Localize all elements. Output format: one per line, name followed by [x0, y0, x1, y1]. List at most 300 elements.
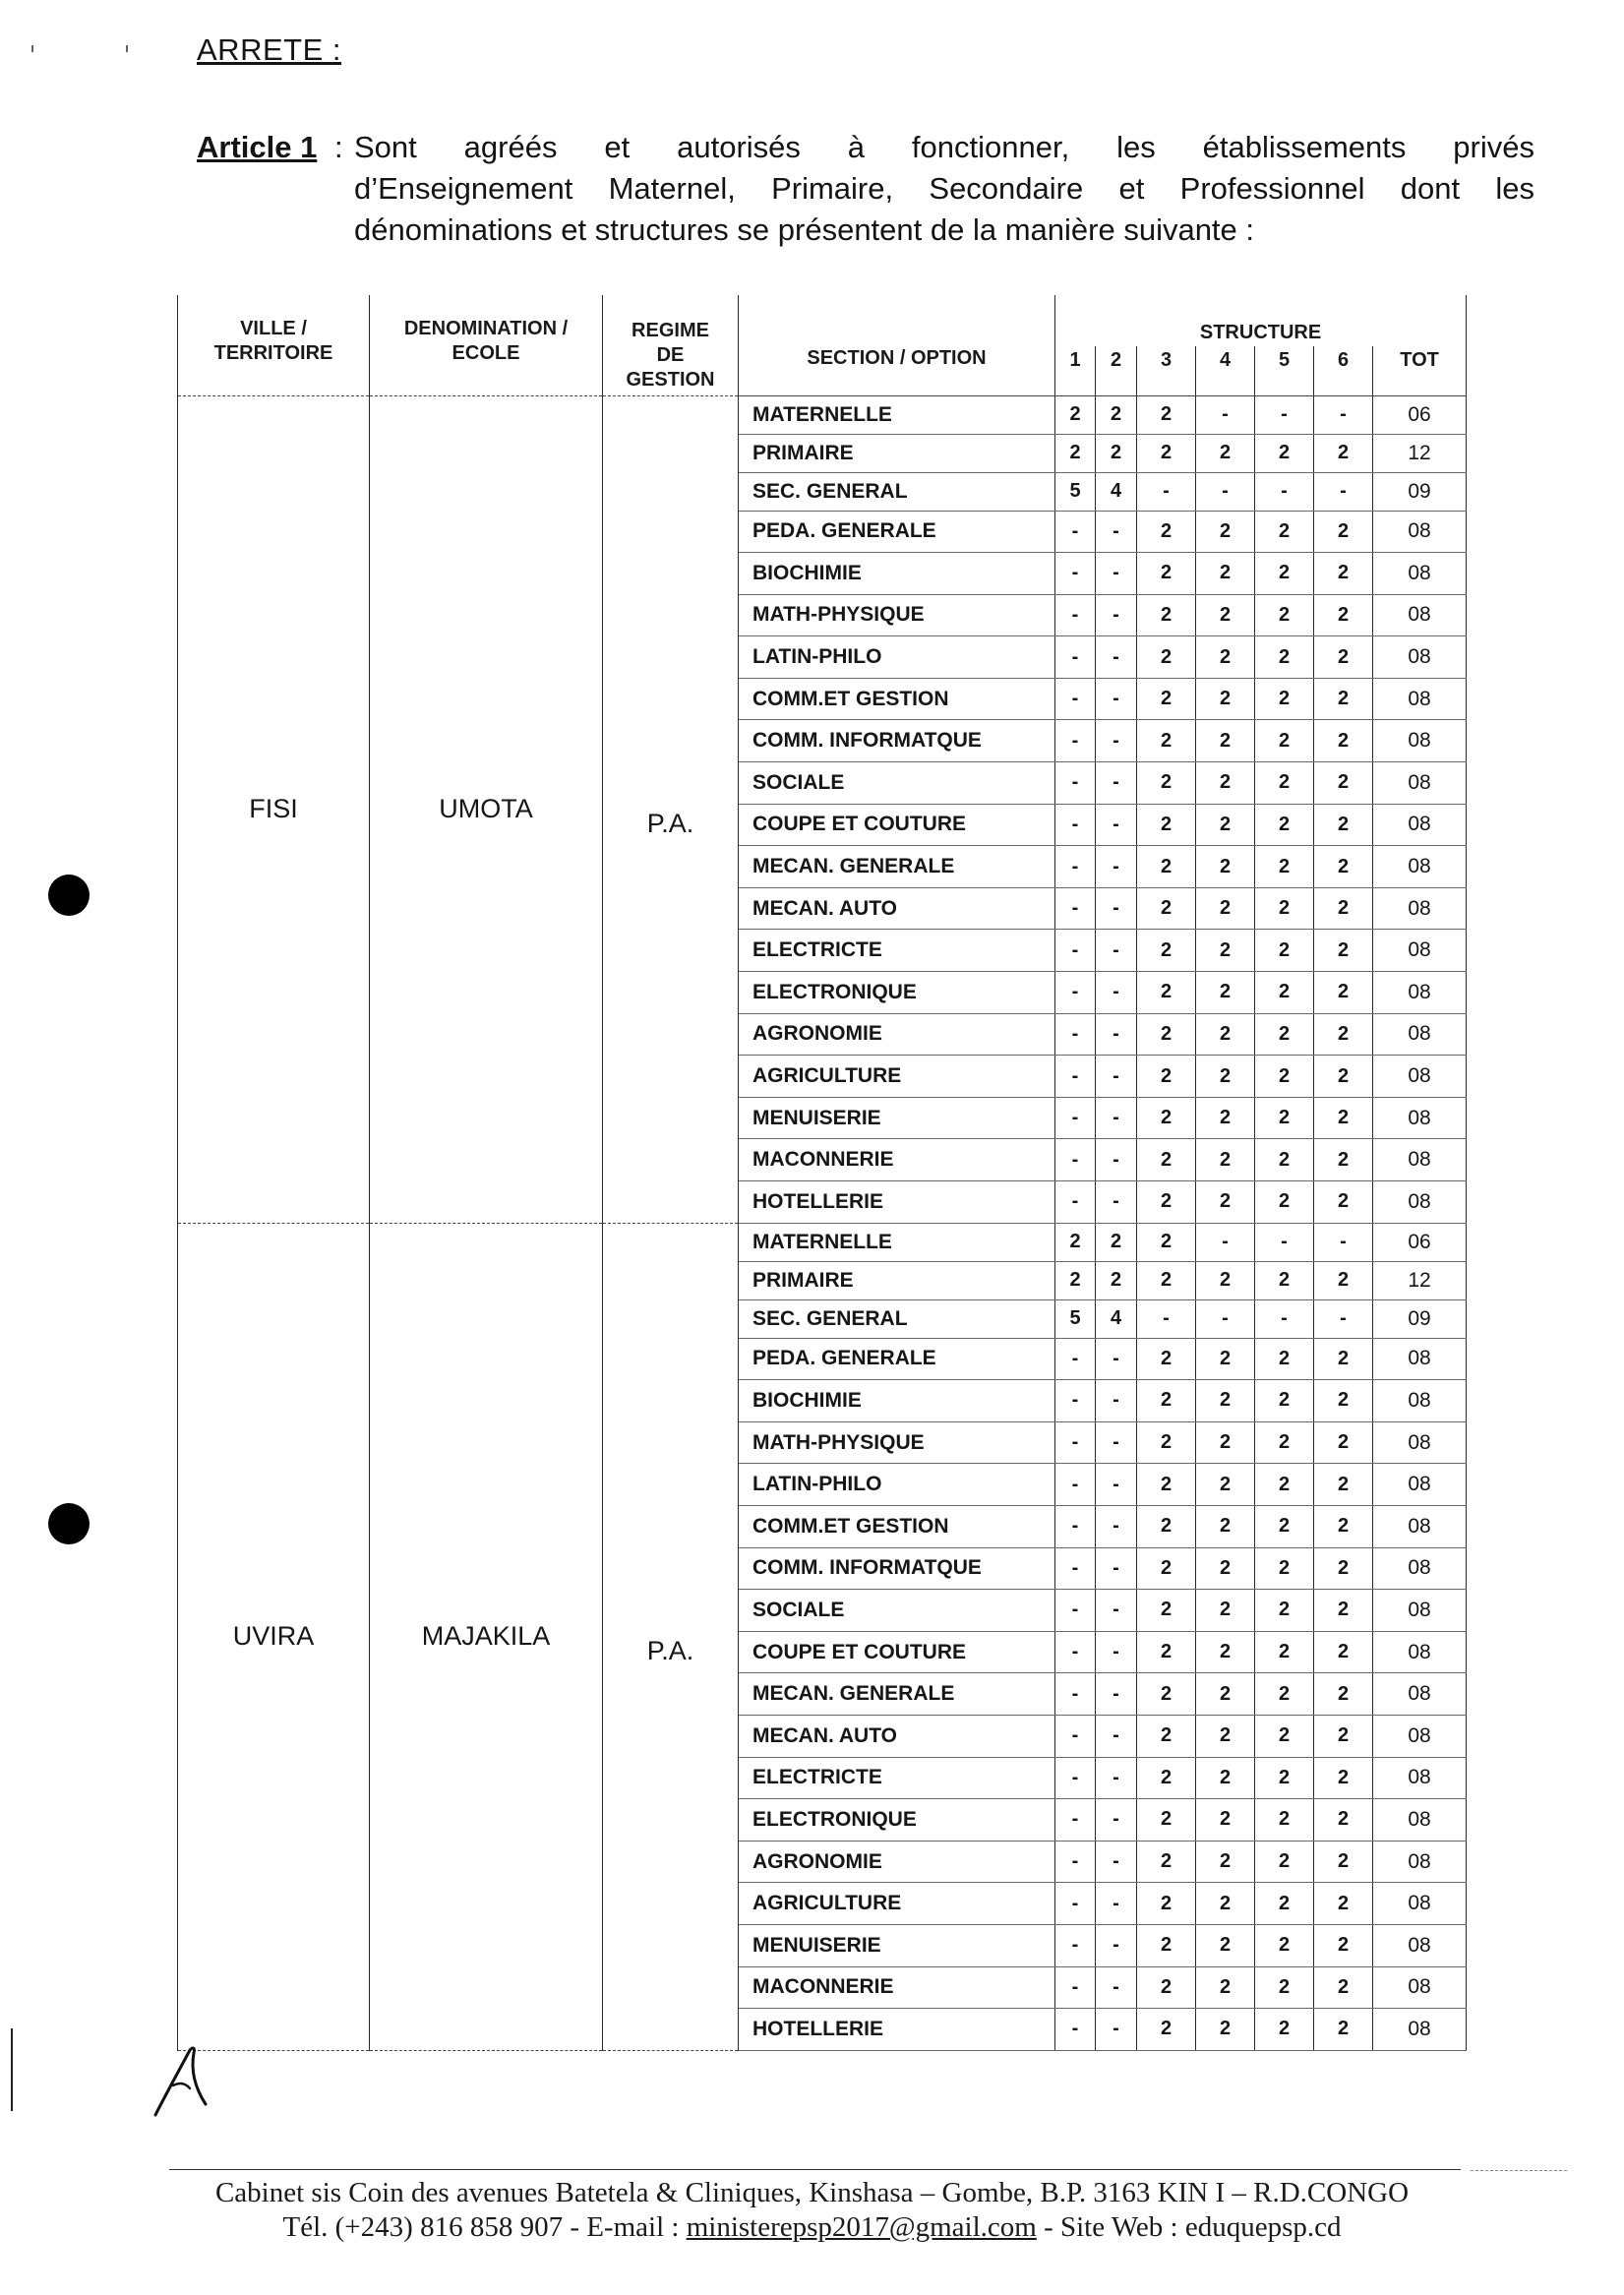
regime-cell: P.A. — [603, 1223, 739, 2050]
structure-level-2-cell: - — [1096, 1883, 1137, 1925]
structure-level-5-cell: 2 — [1255, 1715, 1314, 1757]
total-cell: 08 — [1373, 2009, 1467, 2051]
section-option-cell: BIOCHIMIE — [739, 1380, 1055, 1422]
structure-level-1-cell: - — [1055, 1631, 1096, 1673]
structure-level-4-cell: 2 — [1196, 636, 1255, 679]
footer-contact — [0, 2210, 1624, 2245]
header-level-5: 5 — [1255, 346, 1314, 395]
total-cell: 09 — [1373, 472, 1467, 511]
structure-level-5-cell: - — [1255, 395, 1314, 434]
structure-level-3-cell: - — [1137, 1299, 1196, 1338]
section-option-cell: COMM. INFORMATQUE — [739, 720, 1055, 762]
structure-level-1-cell: - — [1055, 1380, 1096, 1422]
header-level-2: 2 — [1096, 346, 1137, 395]
total-cell: 08 — [1373, 1966, 1467, 2009]
structure-level-3-cell: 2 — [1137, 1883, 1196, 1925]
structure-level-2-cell: - — [1096, 1505, 1137, 1547]
structure-level-6-cell: 2 — [1314, 762, 1373, 805]
structure-level-1-cell: - — [1055, 1505, 1096, 1547]
structure-level-5-cell: 2 — [1255, 1380, 1314, 1422]
structure-level-6-cell: 2 — [1314, 1966, 1373, 2009]
structure-level-3-cell: 2 — [1137, 1966, 1196, 2009]
structure-level-1-cell: - — [1055, 1181, 1096, 1224]
total-cell: 08 — [1373, 678, 1467, 720]
section-option-cell: COUPE ET COUTURE — [739, 804, 1055, 846]
structure-level-4-cell: 2 — [1196, 1380, 1255, 1422]
structure-level-6-cell: 2 — [1314, 887, 1373, 930]
structure-level-1-cell: - — [1055, 1464, 1096, 1506]
structure-level-6-cell: 2 — [1314, 1841, 1373, 1883]
header-section-option: SECTION / OPTION — [739, 295, 1055, 395]
structure-level-6-cell: - — [1314, 1299, 1373, 1338]
total-cell: 08 — [1373, 720, 1467, 762]
structure-level-3-cell: 2 — [1137, 434, 1196, 472]
structure-level-3-cell: 2 — [1137, 1097, 1196, 1139]
section-option-cell: PEDA. GENERALE — [739, 1338, 1055, 1380]
structure-level-4-cell: 2 — [1196, 1056, 1255, 1098]
header-level-6: 6 — [1314, 346, 1373, 395]
structure-level-1-cell: - — [1055, 1547, 1096, 1590]
structure-level-4-cell: 2 — [1196, 553, 1255, 595]
section-option-cell: COMM.ET GESTION — [739, 678, 1055, 720]
structure-level-6-cell: 2 — [1314, 1464, 1373, 1506]
article-line: Sont agréés et autorisés à fonctionner, les établissements privés — [354, 130, 1534, 164]
structure-level-6-cell: - — [1314, 472, 1373, 511]
structure-level-4-cell: 2 — [1196, 1547, 1255, 1590]
structure-level-4-cell: - — [1196, 472, 1255, 511]
regime-cell: P.A. — [603, 395, 739, 1223]
structure-level-1-cell: - — [1055, 1966, 1096, 2009]
structure-level-5-cell: 2 — [1255, 1505, 1314, 1547]
structure-level-6-cell: - — [1314, 395, 1373, 434]
structure-level-1-cell: - — [1055, 553, 1096, 595]
structure-level-1-cell: - — [1055, 930, 1096, 972]
article-line: dénominations et structures se présentent de la manière suivante : — [354, 212, 1255, 247]
structure-level-5-cell: 2 — [1255, 887, 1314, 930]
structure-level-5-cell: 2 — [1255, 678, 1314, 720]
structure-level-3-cell: 2 — [1137, 1631, 1196, 1673]
section-option-cell: LATIN-PHILO — [739, 1464, 1055, 1506]
section-option-cell: MATH-PHYSIQUE — [739, 1421, 1055, 1464]
article-line: d’Enseignement Maternel, Primaire, Secondaire et Professionnel dont les — [354, 171, 1534, 206]
structure-level-4-cell: 2 — [1196, 1673, 1255, 1716]
structure-level-2-cell: 2 — [1096, 434, 1137, 472]
structure-level-6-cell: 2 — [1314, 1505, 1373, 1547]
total-cell: 08 — [1373, 1841, 1467, 1883]
section-option-cell: MENUISERIE — [739, 1924, 1055, 1966]
total-cell: 12 — [1373, 434, 1467, 472]
total-cell: 08 — [1373, 1883, 1467, 1925]
structure-level-2-cell: - — [1096, 1590, 1137, 1632]
structure-level-4-cell: 2 — [1196, 1097, 1255, 1139]
structure-level-2-cell: - — [1096, 1799, 1137, 1842]
structure-level-5-cell: 2 — [1255, 846, 1314, 888]
structure-level-1-cell: - — [1055, 1056, 1096, 1098]
structure-level-2-cell: - — [1096, 1715, 1137, 1757]
structure-level-5-cell: 2 — [1255, 553, 1314, 595]
section-option-cell: SEC. GENERAL — [739, 1299, 1055, 1338]
structure-level-4-cell: 2 — [1196, 1590, 1255, 1632]
structure-level-2-cell: - — [1096, 762, 1137, 805]
structure-level-2-cell: - — [1096, 1380, 1137, 1422]
section-option-cell: SOCIALE — [739, 762, 1055, 805]
decree-heading: ARRETE : — [197, 32, 341, 67]
structure-level-4-cell: 2 — [1196, 511, 1255, 553]
structure-level-2-cell: - — [1096, 511, 1137, 553]
structure-level-3-cell: 2 — [1137, 1139, 1196, 1181]
total-cell: 08 — [1373, 930, 1467, 972]
structure-level-1-cell: - — [1055, 594, 1096, 636]
scan-edge-line — [11, 2028, 13, 2111]
school-name-cell: UMOTA — [370, 395, 603, 1223]
structure-level-4-cell: 2 — [1196, 1181, 1255, 1224]
structure-level-6-cell: 2 — [1314, 678, 1373, 720]
structure-level-3-cell: 2 — [1137, 1924, 1196, 1966]
structure-level-5-cell: 2 — [1255, 930, 1314, 972]
structure-level-1-cell: - — [1055, 887, 1096, 930]
table-row — [178, 1223, 1467, 1261]
structure-level-5-cell: 2 — [1255, 972, 1314, 1014]
total-cell: 08 — [1373, 553, 1467, 595]
structure-level-5-cell: 2 — [1255, 1464, 1314, 1506]
structure-level-1-cell: 2 — [1055, 434, 1096, 472]
total-cell: 08 — [1373, 762, 1467, 805]
structure-level-4-cell: - — [1196, 1223, 1255, 1261]
structure-level-3-cell: 2 — [1137, 511, 1196, 553]
structure-level-1-cell: 2 — [1055, 1261, 1096, 1299]
structure-table — [177, 295, 1467, 2051]
section-option-cell: HOTELLERIE — [739, 1181, 1055, 1224]
structure-level-4-cell: 2 — [1196, 1261, 1255, 1299]
structure-level-6-cell: 2 — [1314, 2009, 1373, 2051]
scan-tick-mark — [126, 45, 128, 52]
structure-level-4-cell: 2 — [1196, 434, 1255, 472]
structure-level-6-cell: 2 — [1314, 1883, 1373, 1925]
total-cell: 08 — [1373, 804, 1467, 846]
structure-level-4-cell: - — [1196, 1299, 1255, 1338]
header-ville: VILLE / TERRITOIRE — [178, 295, 370, 395]
total-cell: 08 — [1373, 1799, 1467, 1842]
structure-level-5-cell: 2 — [1255, 1097, 1314, 1139]
section-option-cell: AGRICULTURE — [739, 1056, 1055, 1098]
structure-level-2-cell: - — [1096, 846, 1137, 888]
structure-level-6-cell: 2 — [1314, 846, 1373, 888]
structure-level-4-cell: 2 — [1196, 1631, 1255, 1673]
structure-level-3-cell: 2 — [1137, 1181, 1196, 1224]
structure-level-4-cell: 2 — [1196, 1883, 1255, 1925]
structure-level-6-cell: 2 — [1314, 636, 1373, 679]
structure-level-1-cell: - — [1055, 762, 1096, 805]
structure-level-2-cell: 2 — [1096, 395, 1137, 434]
structure-level-6-cell: 2 — [1314, 1799, 1373, 1842]
header-structure: STRUCTURE — [1055, 295, 1467, 346]
structure-level-3-cell: 2 — [1137, 395, 1196, 434]
structure-level-2-cell: - — [1096, 1464, 1137, 1506]
structure-level-1-cell: - — [1055, 1924, 1096, 1966]
structure-level-6-cell: 2 — [1314, 720, 1373, 762]
article-text — [354, 127, 1534, 251]
school-block — [178, 1223, 1467, 2050]
section-option-cell: MACONNERIE — [739, 1966, 1055, 2009]
structure-level-1-cell: - — [1055, 1757, 1096, 1799]
structure-level-1-cell: - — [1055, 1883, 1096, 1925]
structure-level-1-cell: - — [1055, 804, 1096, 846]
structure-level-2-cell: - — [1096, 1966, 1137, 2009]
section-option-cell: HOTELLERIE — [739, 2009, 1055, 2051]
section-option-cell: MATERNELLE — [739, 395, 1055, 434]
structure-level-6-cell: 2 — [1314, 1924, 1373, 1966]
header-level-1: 1 — [1055, 346, 1096, 395]
structure-level-1-cell: - — [1055, 1139, 1096, 1181]
table-row — [178, 395, 1467, 434]
structure-level-3-cell: 2 — [1137, 1590, 1196, 1632]
structure-level-6-cell: 2 — [1314, 1261, 1373, 1299]
total-cell: 08 — [1373, 1924, 1467, 1966]
structure-level-3-cell: - — [1137, 472, 1196, 511]
structure-level-6-cell: 2 — [1314, 1380, 1373, 1422]
structure-level-4-cell: 2 — [1196, 1966, 1255, 2009]
structure-level-3-cell: 2 — [1137, 972, 1196, 1014]
structure-level-5-cell: 2 — [1255, 1673, 1314, 1716]
header-level-3: 3 — [1137, 346, 1196, 395]
structure-level-1-cell: - — [1055, 1799, 1096, 1842]
structure-level-4-cell: 2 — [1196, 1715, 1255, 1757]
structure-level-5-cell: - — [1255, 472, 1314, 511]
structure-level-2-cell: 2 — [1096, 1261, 1137, 1299]
structure-level-4-cell: 2 — [1196, 1421, 1255, 1464]
structure-level-5-cell: 2 — [1255, 720, 1314, 762]
structure-level-5-cell: 2 — [1255, 1841, 1314, 1883]
total-cell: 08 — [1373, 1139, 1467, 1181]
structure-level-3-cell: 2 — [1137, 930, 1196, 972]
structure-level-1-cell: - — [1055, 972, 1096, 1014]
header-regime: REGIME DE GESTION — [603, 295, 739, 395]
section-option-cell: MECAN. GENERALE — [739, 1673, 1055, 1716]
structure-level-2-cell: - — [1096, 930, 1137, 972]
structure-level-3-cell: 2 — [1137, 553, 1196, 595]
structure-level-4-cell: 2 — [1196, 972, 1255, 1014]
structure-level-3-cell: 2 — [1137, 1380, 1196, 1422]
structure-level-1-cell: - — [1055, 1841, 1096, 1883]
structure-level-5-cell: - — [1255, 1299, 1314, 1338]
structure-level-4-cell: 2 — [1196, 1139, 1255, 1181]
structure-level-3-cell: 2 — [1137, 1338, 1196, 1380]
section-option-cell: PRIMAIRE — [739, 1261, 1055, 1299]
structure-level-3-cell: 2 — [1137, 1673, 1196, 1716]
structure-level-5-cell: 2 — [1255, 1421, 1314, 1464]
total-cell: 08 — [1373, 1715, 1467, 1757]
total-cell: 08 — [1373, 1421, 1467, 1464]
structure-level-5-cell: 2 — [1255, 804, 1314, 846]
section-option-cell: SOCIALE — [739, 1590, 1055, 1632]
structure-level-5-cell: 2 — [1255, 1013, 1314, 1056]
total-cell: 08 — [1373, 972, 1467, 1014]
header-level-4: 4 — [1196, 346, 1255, 395]
structure-level-4-cell: 2 — [1196, 1464, 1255, 1506]
section-option-cell: AGRICULTURE — [739, 1883, 1055, 1925]
structure-level-1-cell: 5 — [1055, 472, 1096, 511]
structure-level-5-cell: 2 — [1255, 1056, 1314, 1098]
structure-level-1-cell: - — [1055, 1715, 1096, 1757]
section-option-cell: ELECTRONIQUE — [739, 1799, 1055, 1842]
structure-level-4-cell: 2 — [1196, 720, 1255, 762]
structure-level-4-cell: 2 — [1196, 1757, 1255, 1799]
total-cell: 08 — [1373, 887, 1467, 930]
footer-contact-suffix: - Site Web : eduquepsp.cd — [1036, 2211, 1342, 2243]
structure-level-6-cell: 2 — [1314, 1673, 1373, 1716]
structure-level-4-cell: 2 — [1196, 846, 1255, 888]
structure-level-4-cell: - — [1196, 395, 1255, 434]
section-option-cell: MATERNELLE — [739, 1223, 1055, 1261]
structure-level-6-cell: 2 — [1314, 1181, 1373, 1224]
structure-level-4-cell: 2 — [1196, 2009, 1255, 2051]
structure-level-2-cell: 2 — [1096, 1223, 1137, 1261]
structure-level-6-cell: 2 — [1314, 1139, 1373, 1181]
structure-level-5-cell: - — [1255, 1223, 1314, 1261]
structure-level-2-cell: - — [1096, 1181, 1137, 1224]
structure-level-5-cell: 2 — [1255, 1799, 1314, 1842]
structure-level-3-cell: 2 — [1137, 1464, 1196, 1506]
city-cell: FISI — [178, 395, 370, 1223]
structure-level-6-cell: 2 — [1314, 930, 1373, 972]
structure-level-4-cell: 2 — [1196, 804, 1255, 846]
total-cell: 08 — [1373, 1013, 1467, 1056]
structure-level-6-cell: 2 — [1314, 1056, 1373, 1098]
structure-level-6-cell: 2 — [1314, 1590, 1373, 1632]
structure-level-1-cell: - — [1055, 511, 1096, 553]
structure-level-5-cell: 2 — [1255, 1883, 1314, 1925]
structure-level-3-cell: 2 — [1137, 1799, 1196, 1842]
article-separator: : — [334, 130, 343, 164]
structure-level-3-cell: 2 — [1137, 1013, 1196, 1056]
structure-level-2-cell: - — [1096, 1056, 1137, 1098]
structure-level-3-cell: 2 — [1137, 594, 1196, 636]
section-option-cell: MECAN. AUTO — [739, 887, 1055, 930]
total-cell: 08 — [1373, 1547, 1467, 1590]
total-cell: 08 — [1373, 1673, 1467, 1716]
structure-level-3-cell: 2 — [1137, 1505, 1196, 1547]
total-cell: 08 — [1373, 846, 1467, 888]
structure-level-3-cell: 2 — [1137, 1715, 1196, 1757]
total-cell: 08 — [1373, 636, 1467, 679]
structure-level-5-cell: 2 — [1255, 1547, 1314, 1590]
structure-level-3-cell: 2 — [1137, 1547, 1196, 1590]
structure-level-2-cell: - — [1096, 1673, 1137, 1716]
total-cell: 12 — [1373, 1261, 1467, 1299]
section-option-cell: ELECTRICTE — [739, 1757, 1055, 1799]
structure-level-6-cell: 2 — [1314, 553, 1373, 595]
section-option-cell: LATIN-PHILO — [739, 636, 1055, 679]
section-option-cell: AGRONOMIE — [739, 1013, 1055, 1056]
section-option-cell: ELECTRICTE — [739, 930, 1055, 972]
structure-level-6-cell: - — [1314, 1223, 1373, 1261]
structure-level-2-cell: - — [1096, 1631, 1137, 1673]
structure-level-2-cell: - — [1096, 1924, 1137, 1966]
structure-level-6-cell: 2 — [1314, 511, 1373, 553]
structure-level-6-cell: 2 — [1314, 972, 1373, 1014]
footer-address: Cabinet sis Coin des avenues Batetela & Cliniques, Kinshasa – Gombe, B.P. 3163 KIN I – R.D.CONGO — [214, 2177, 1410, 2208]
structure-level-1-cell: - — [1055, 1673, 1096, 1716]
section-option-cell: AGRONOMIE — [739, 1841, 1055, 1883]
structure-level-5-cell: 2 — [1255, 594, 1314, 636]
structure-level-1-cell: - — [1055, 1421, 1096, 1464]
structure-level-1-cell: - — [1055, 846, 1096, 888]
structure-level-6-cell: 2 — [1314, 594, 1373, 636]
structure-level-1-cell: - — [1055, 678, 1096, 720]
section-option-cell: PEDA. GENERALE — [739, 511, 1055, 553]
structure-level-5-cell: 2 — [1255, 1181, 1314, 1224]
structure-level-6-cell: 2 — [1314, 1338, 1373, 1380]
structure-level-2-cell: - — [1096, 678, 1137, 720]
section-option-cell: COMM. INFORMATQUE — [739, 1547, 1055, 1590]
structure-level-5-cell: 2 — [1255, 434, 1314, 472]
total-cell: 06 — [1373, 1223, 1467, 1261]
structure-level-3-cell: 2 — [1137, 2009, 1196, 2051]
structure-level-1-cell: 5 — [1055, 1299, 1096, 1338]
structure-level-1-cell: - — [1055, 2009, 1096, 2051]
article-label: Article 1 — [197, 130, 318, 164]
footer-email: ministerepsp2017@gmail.com — [686, 2211, 1037, 2243]
structure-level-5-cell: 2 — [1255, 511, 1314, 553]
structure-level-5-cell: 2 — [1255, 1631, 1314, 1673]
structure-level-5-cell: 2 — [1255, 1757, 1314, 1799]
school-block — [178, 395, 1467, 1223]
structure-level-6-cell: 2 — [1314, 1631, 1373, 1673]
scan-tick-mark — [31, 45, 33, 52]
structure-level-4-cell: 2 — [1196, 1841, 1255, 1883]
structure-level-5-cell: 2 — [1255, 1924, 1314, 1966]
structure-level-5-cell: 2 — [1255, 636, 1314, 679]
structure-level-6-cell: 2 — [1314, 434, 1373, 472]
structure-level-3-cell: 2 — [1137, 1421, 1196, 1464]
city-cell: UVIRA — [178, 1223, 370, 2050]
structure-level-3-cell: 2 — [1137, 678, 1196, 720]
section-option-cell: BIOCHIMIE — [739, 553, 1055, 595]
structure-level-6-cell: 2 — [1314, 804, 1373, 846]
structure-level-2-cell: - — [1096, 1547, 1137, 1590]
structure-level-2-cell: - — [1096, 1338, 1137, 1380]
structure-level-1-cell: 2 — [1055, 395, 1096, 434]
structure-level-3-cell: 2 — [1137, 804, 1196, 846]
section-option-cell: PRIMAIRE — [739, 434, 1055, 472]
structure-level-1-cell: - — [1055, 1097, 1096, 1139]
total-cell: 08 — [1373, 511, 1467, 553]
school-name-cell: MAJAKILA — [370, 1223, 603, 2050]
structure-level-4-cell: 2 — [1196, 678, 1255, 720]
total-cell: 08 — [1373, 594, 1467, 636]
structure-level-1-cell: - — [1055, 1590, 1096, 1632]
structure-level-2-cell: - — [1096, 804, 1137, 846]
punch-hole — [48, 1503, 90, 1544]
total-cell: 08 — [1373, 1181, 1467, 1224]
section-option-cell: MACONNERIE — [739, 1139, 1055, 1181]
total-cell: 06 — [1373, 395, 1467, 434]
structure-level-2-cell: - — [1096, 1013, 1137, 1056]
total-cell: 08 — [1373, 1505, 1467, 1547]
structure-level-3-cell: 2 — [1137, 846, 1196, 888]
structure-level-1-cell: 2 — [1055, 1223, 1096, 1261]
structure-level-6-cell: 2 — [1314, 1547, 1373, 1590]
structure-level-3-cell: 2 — [1137, 1056, 1196, 1098]
structure-level-2-cell: - — [1096, 1757, 1137, 1799]
structure-level-2-cell: - — [1096, 2009, 1137, 2051]
structure-level-2-cell: - — [1096, 1841, 1137, 1883]
structure-level-3-cell: 2 — [1137, 720, 1196, 762]
structure-level-1-cell: - — [1055, 1338, 1096, 1380]
total-cell: 08 — [1373, 1464, 1467, 1506]
structure-level-6-cell: 2 — [1314, 1013, 1373, 1056]
structure-level-4-cell: 2 — [1196, 594, 1255, 636]
